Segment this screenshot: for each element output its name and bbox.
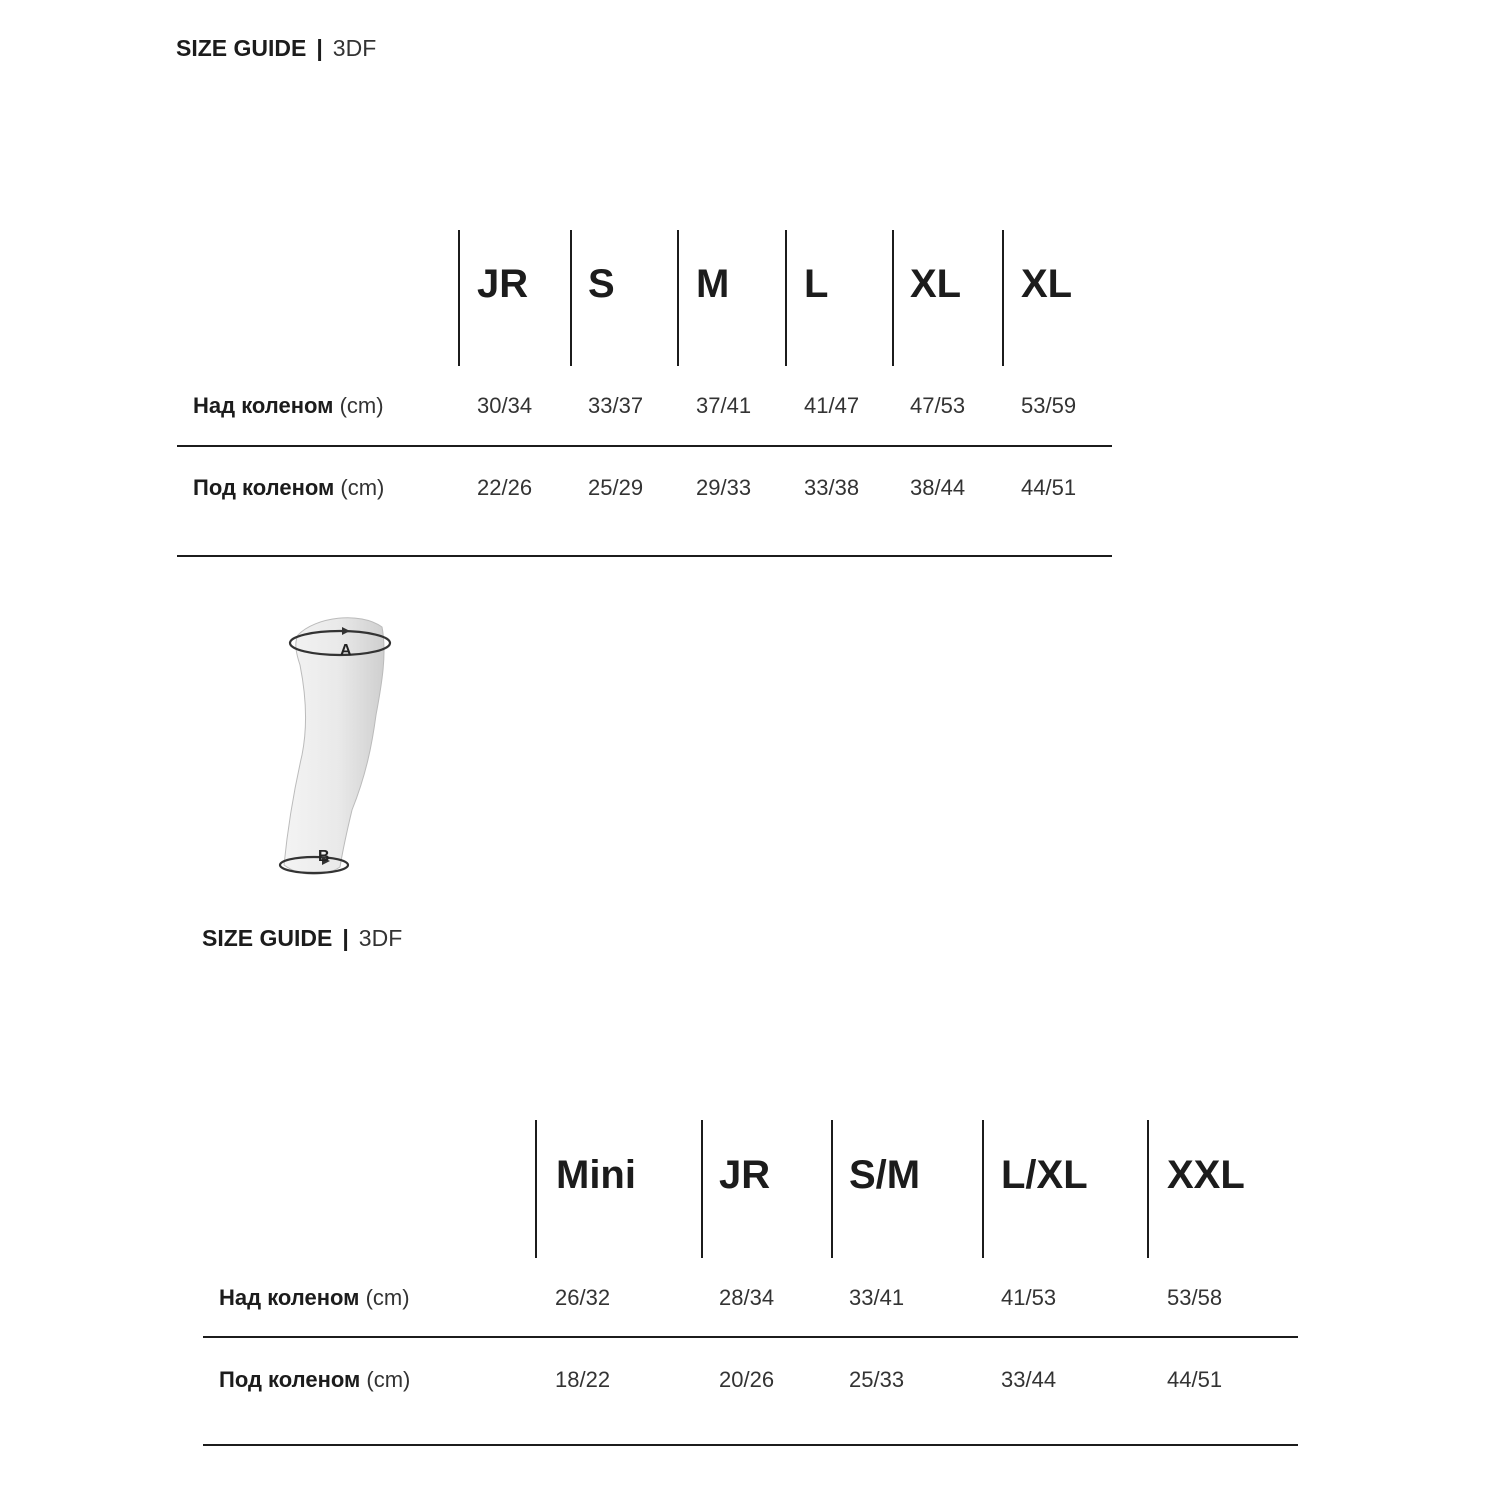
row-label-unit: (cm) (340, 475, 385, 500)
column-divider (1002, 230, 1004, 366)
row-label-unit: (cm) (339, 393, 384, 418)
table-cell: 22/26 (477, 475, 533, 500)
row-label-unit: (cm) (365, 1285, 410, 1310)
table-cell: 53/58 (1167, 1285, 1223, 1310)
row-label-text: Над коленом (193, 393, 334, 418)
column-divider (831, 1120, 833, 1258)
column-divider (677, 230, 679, 366)
heading-separator: | (316, 35, 323, 61)
row-divider (203, 1336, 1298, 1338)
table-cell: 29/33 (696, 475, 752, 500)
column-divider (1147, 1120, 1149, 1258)
size-guide-heading (202, 925, 402, 952)
table-cell: 33/37 (588, 393, 644, 418)
row-label-below-knee (219, 1367, 410, 1393)
table-cell: 44/51 (1167, 1367, 1223, 1392)
table-cell: 44/51 (1021, 475, 1077, 500)
table-cell: 33/44 (1001, 1367, 1057, 1392)
table-cell: 47/53 (910, 393, 966, 418)
table-cell: 37/41 (696, 393, 752, 418)
row-label-text: Под коленом (219, 1367, 361, 1392)
table-cell: 38/44 (910, 475, 966, 500)
table-cell: 41/47 (804, 393, 860, 418)
column-divider (785, 230, 787, 366)
row-divider (177, 555, 1112, 557)
table-cell: 20/26 (719, 1367, 775, 1392)
size-header: S (588, 262, 615, 306)
size-header: XL (1021, 262, 1073, 306)
heading-title: SIZE GUIDE (176, 35, 307, 61)
table-cell: 30/34 (477, 393, 533, 418)
table-cell: 53/59 (1021, 393, 1077, 418)
row-label-above-knee (219, 1285, 410, 1311)
row-label-unit: (cm) (366, 1367, 411, 1392)
table-cell: 25/33 (849, 1367, 905, 1392)
knee-sleeve-illustration (270, 605, 400, 895)
heading-title: SIZE GUIDE (202, 925, 333, 951)
size-header: M (696, 262, 730, 306)
size-header: XXL (1167, 1153, 1245, 1197)
row-label-text: Над коленом (219, 1285, 360, 1310)
size-header: XL (910, 262, 962, 306)
column-divider (570, 230, 572, 366)
column-divider (982, 1120, 984, 1258)
heading-model: 3DF (332, 35, 377, 61)
column-divider (892, 230, 894, 366)
size-header: JR (477, 262, 529, 306)
row-label-above-knee (193, 393, 384, 419)
table-cell: 26/32 (555, 1285, 611, 1310)
row-label-text: Под коленом (193, 475, 335, 500)
column-divider (535, 1120, 537, 1258)
size-header: L/XL (1001, 1153, 1088, 1197)
size-header: S/M (849, 1153, 921, 1197)
row-divider (177, 445, 1112, 447)
size-header: Mini (556, 1153, 636, 1197)
table-cell: 25/29 (588, 475, 644, 500)
heading-separator: | (342, 925, 349, 951)
size-guide-heading (176, 35, 376, 62)
sleeve-body (284, 618, 384, 875)
table-cell: 28/34 (719, 1285, 775, 1310)
table-cell: 41/53 (1001, 1285, 1057, 1310)
size-header: L (804, 262, 829, 306)
column-divider (701, 1120, 703, 1258)
table-cell: 33/38 (804, 475, 860, 500)
column-divider (458, 230, 460, 366)
table-cell: 18/22 (555, 1367, 611, 1392)
table-cell: 33/41 (849, 1285, 905, 1310)
size-header: JR (719, 1153, 771, 1197)
heading-model: 3DF (358, 925, 403, 951)
marker-a: A (340, 642, 352, 659)
marker-b: B (318, 848, 330, 865)
row-divider (203, 1444, 1298, 1446)
row-label-below-knee (193, 475, 384, 501)
